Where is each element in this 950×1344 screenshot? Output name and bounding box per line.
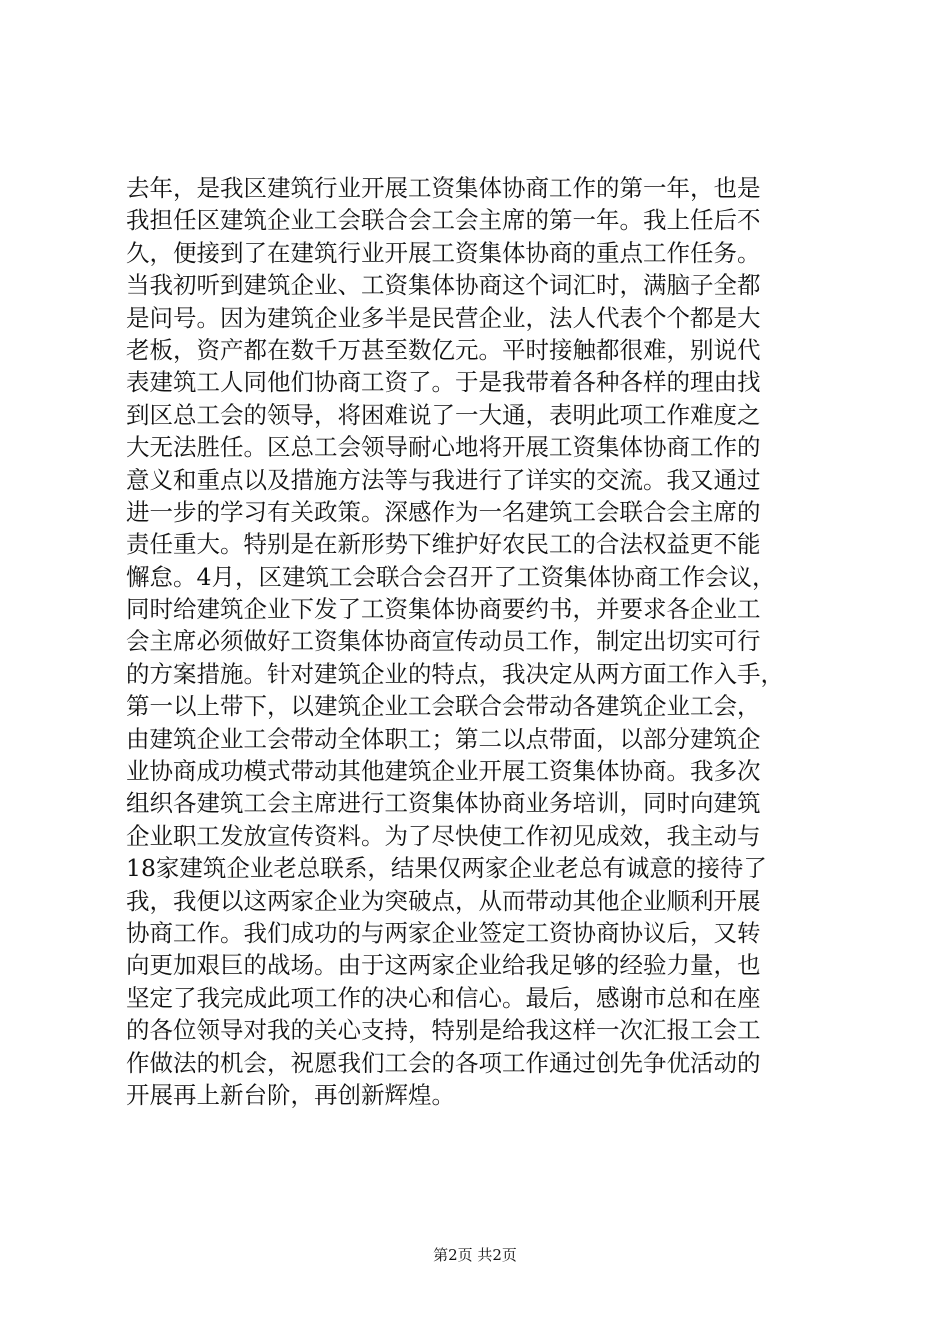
page-footer: 第2页 共2页	[433, 1246, 517, 1264]
text-line: 表建筑工人同他们协商工资了。于是我带着各种各样的理由找	[126, 368, 761, 397]
text-line: 久，便接到了在建筑行业开展工资集体协商的重点工作任务。	[126, 238, 761, 267]
text-line: 大无法胜任。区总工会领导耐心地将开展工资集体协商工作的	[126, 433, 761, 462]
text-line: 由建筑企业工会带动全体职工；第二以点带面，以部分建筑企	[126, 724, 761, 753]
text-line: 责任重大。特别是在新形势下维护好农民工的合法权益更不能	[126, 530, 761, 559]
text-line: 意义和重点以及措施方法等与我进行了详实的交流。我又通过	[126, 465, 761, 494]
text-line: 去年，是我区建筑行业开展工资集体协商工作的第一年，也是	[126, 174, 761, 202]
text-line: 业协商成功模式带动其他建筑企业开展工资集体协商。我多次	[126, 757, 761, 786]
text-line: 18家建筑企业老总联系，结果仅两家企业老总有诚意的接待了	[126, 854, 767, 883]
text-line: 会主席必须做好工资集体协商宣传动员工作，制定出切实可行	[126, 627, 761, 656]
text-line: 协商工作。我们成功的与两家企业签定工资协商协议后，又转	[126, 918, 761, 947]
text-line: 的方案措施。针对建筑企业的特点，我决定从两方面工作入手，	[126, 659, 784, 688]
text-line: 进一步的学习有关政策。深感作为一名建筑工会联合会主席的	[126, 497, 761, 526]
text-line: 老板，资产都在数千万甚至数亿元。平时接触都很难，别说代	[126, 335, 761, 364]
body-paragraph	[126, 172, 846, 1111]
text-line: 企业职工发放宣传资料。为了尽快使工作初见成效，我主动与	[126, 821, 761, 850]
text-line: 到区总工会的领导，将困难说了一大通，表明此项工作难度之	[126, 400, 761, 429]
text-line: 组织各建筑工会主席进行工资集体协商业务培训，同时向建筑	[126, 789, 761, 818]
text-line: 懈怠。4月，区建筑工会联合会召开了工资集体协商工作会议，	[126, 562, 776, 591]
text-line: 是问号。因为建筑企业多半是民营企业，法人代表个个都是大	[126, 303, 761, 332]
text-line: 我，我便以这两家企业为突破点，从而带动其他企业顺利开展	[126, 886, 761, 915]
text-line: 向更加艰巨的战场。由于这两家企业给我足够的经验力量，也	[126, 951, 761, 980]
text-line: 同时给建筑企业下发了工资集体协商要约书，并要求各企业工	[126, 595, 761, 624]
text-line: 第一以上带下，以建筑企业工会联合会带动各建筑企业工会，	[126, 692, 761, 721]
text-line: 的各位领导对我的关心支持，特别是给我这样一次汇报工会工	[126, 1016, 761, 1045]
text-line: 开展再上新台阶，再创新辉煌。	[126, 1080, 455, 1109]
text-line: 坚定了我完成此项工作的决心和信心。最后，感谢市总和在座	[126, 983, 761, 1012]
text-line: 当我初听到建筑企业、工资集体协商这个词汇时，满脑子全都	[126, 271, 761, 300]
text-line: 我担任区建筑企业工会联合会工会主席的第一年。我上任后不	[126, 206, 761, 235]
text-line: 作做法的机会，祝愿我们工会的各项工作通过创先争优活动的	[126, 1048, 761, 1077]
